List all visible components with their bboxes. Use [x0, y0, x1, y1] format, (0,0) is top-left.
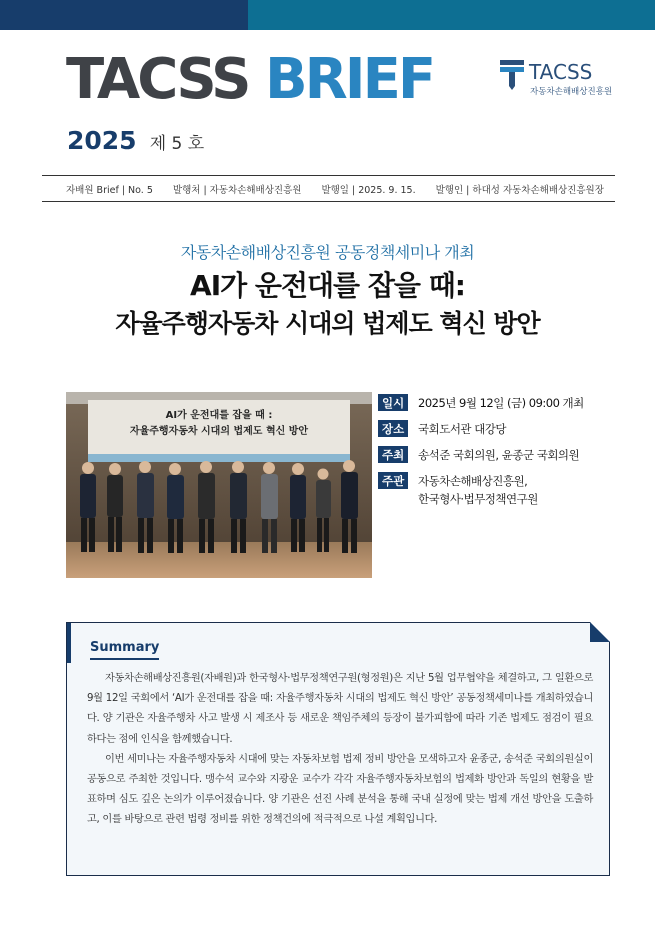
brand-title-part1: TACSS	[66, 47, 249, 112]
meta-publisher: 발행처 | 자동차손해배상진흥원	[172, 184, 302, 196]
event-info-value-date: 2025년 9월 12일 (금) 09:00 개최	[418, 396, 584, 410]
photo-banner-line1: AI가 운전대를 잡을 때 :	[165, 410, 273, 421]
summary-paragraph-1: 자동차손해배상진흥원(자배원)과 한국형사·법무정책연구원(형정원)은 지난 5월 업무협약을 체결하고, 그 일환으로 9월 12일 국회에서 ‘AI가 운전대를 잡을 때: 자율주행자동차 시대의 법제도 혁신 방안’ 공동정책세미나를 개최하였습니다. 양 기관은 자율주행차 사고 발생 시 제조사 등 새로운 책임주체의 등장이 불가피함에 따라 기존 법제도 점검이 필요하다는 점에 인식을 함께했습니다.	[87, 673, 593, 745]
issue-year: 2025	[67, 126, 137, 155]
headline-subtitle: 자동차손해배상진흥원 공동정책세미나 개최	[180, 243, 475, 262]
tacss-logo	[499, 60, 619, 100]
event-info-label-venue: 장소	[378, 420, 408, 437]
meta-publication: 자배원 Brief | No. 5	[66, 184, 153, 196]
event-info-value-venue: 국회도서관 대강당	[418, 422, 507, 436]
event-info-value-host: 송석준 국회의원, 윤종군 국회의원	[418, 448, 580, 462]
seminar-photo-illustration	[66, 392, 372, 578]
event-info-value-organizer	[418, 472, 538, 508]
top-color-bar-dark-segment	[0, 0, 248, 30]
event-info-label-organizer: 주관	[378, 472, 408, 489]
brand-title	[66, 47, 434, 112]
issue-info	[67, 126, 204, 155]
summary-body	[87, 669, 593, 831]
event-info-organizer-line2: 한국형사·법무정책연구원	[418, 492, 538, 506]
tacss-logo-icon	[499, 60, 525, 90]
event-info-row-host	[378, 443, 618, 466]
event-info-row-organizer	[378, 469, 618, 513]
summary-left-stripe	[67, 623, 71, 663]
event-info-row-date	[378, 391, 618, 414]
headline-title-line1: AI가 운전대를 잡을 때:	[190, 269, 465, 302]
meta-date: 발행일 | 2025. 9. 15.	[321, 184, 416, 196]
seminar-group-photo	[66, 392, 372, 578]
logo-subtext: 자동차손해배상진흥원	[530, 87, 613, 97]
brand-title-part2: BRIEF	[264, 47, 434, 112]
summary-title: Summary	[90, 640, 159, 660]
photo-banner-line2: 자율주행자동차 시대의 법제도 혁신 방안	[129, 426, 309, 437]
meta-issuer: 발행인 | 하대성 자동차손해배상진흥원장	[435, 184, 604, 196]
event-info-organizer-line1: 자동차손해배상진흥원,	[418, 474, 528, 488]
top-color-bar	[0, 0, 655, 30]
summary-corner-fold-icon	[590, 622, 610, 642]
headline-title-line2: 자율주행자동차 시대의 법제도 혁신 방안	[115, 309, 540, 338]
event-info-label-date: 일시	[378, 394, 408, 411]
event-info-row-venue	[378, 417, 618, 440]
event-info-box	[378, 391, 618, 516]
publication-meta-bar	[42, 175, 615, 202]
summary-paragraph-2: 이번 세미나는 자율주행자동차 시대에 맞는 자동차보험 법제 정비 방안을 모색하고자 윤종군, 송석준 국회의원실이 공동으로 주최한 것입니다. 맹수석 교수와 지광운 교수가 각각 자율주행자동차보험의 법제화 방안과 독일의 현황을 발표하며 심도 깊은 논의가 이루어졌습니다. 양 기관은 선진 사례 분석을 통해 국내 실정에 맞는 법제 개선 방안을 도출하고, 이를 바탕으로 관련 법령 정비를 위한 정책건의에 적극적으로 나설 계획입니다.	[87, 753, 593, 826]
summary-box	[66, 622, 610, 876]
issue-number: 제 5 호	[149, 134, 205, 154]
logo-text: TACSS	[529, 60, 593, 84]
event-info-label-host: 주최	[378, 446, 408, 463]
